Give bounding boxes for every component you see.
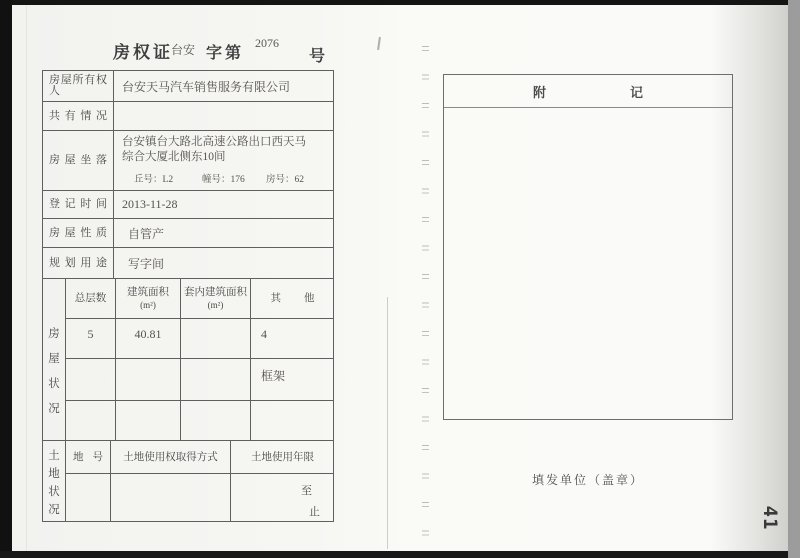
binding-perforation-marks (422, 27, 429, 537)
house-status-char-3: 状 (48, 378, 60, 390)
certificate-title: 房权证 (113, 43, 173, 62)
certificate-hao-label: 号 (309, 48, 329, 65)
appendix-title: 附记 (533, 84, 643, 100)
house-status-char-2: 屋 (48, 353, 60, 365)
house-header-inner-area (181, 279, 251, 319)
land-row-term (231, 474, 334, 522)
building-number-label: 幢号： (202, 175, 231, 185)
house-row2-floors (66, 359, 116, 401)
land-term-from: 至 (301, 485, 312, 497)
owner-label-cell (43, 71, 114, 102)
house-row1-floors: 5 (66, 319, 116, 359)
house-header-inner-area-unit: (m²) (207, 299, 224, 310)
land-header-plot (66, 441, 111, 474)
house-row1-inner-area (181, 319, 251, 359)
certificate-table (42, 70, 334, 522)
land-row-acquisition (111, 474, 231, 522)
plot-number-value: L2 (162, 175, 174, 185)
photo-edge-top (0, 0, 800, 5)
co-ownership-label: 共有情况 (49, 109, 107, 122)
house-status-char-1: 房 (48, 328, 60, 340)
house-header-built-area (116, 279, 181, 319)
land-row-plot (66, 474, 111, 522)
house-row2-inner-area (181, 359, 251, 401)
house-header-floors-title: 总层数 (74, 293, 107, 304)
plot-number-label: 丘号： (134, 175, 163, 185)
certificate-region: 台安 (171, 43, 196, 57)
reg-time-label: 登记时间 (49, 198, 107, 210)
center-fold-line (387, 297, 388, 549)
land-header-acquisition: 土地使用权取得方式 (111, 441, 231, 474)
appendix-box (443, 74, 733, 420)
room-number (266, 171, 304, 185)
room-number-label: 房号： (266, 175, 295, 185)
usage-value-cell: 写字间 (114, 248, 334, 279)
location-value-cell (114, 131, 334, 191)
nature-label: 房屋性质 (49, 226, 107, 239)
land-status-side-label (43, 441, 66, 522)
house-header-floors (66, 279, 116, 319)
photo-edge-bottom (0, 551, 800, 558)
reg-time-value-cell: 2013-11-28 (114, 191, 334, 219)
house-status-side-label (43, 279, 66, 441)
location-label-cell (43, 131, 114, 191)
house-row3-floors (66, 401, 116, 441)
photo-edge-left (0, 0, 12, 558)
house-header-other (251, 279, 334, 319)
land-term-to: 止 (309, 506, 320, 518)
land-header-plot-title: 地号 (73, 451, 103, 463)
reg-time-label-cell (43, 191, 114, 219)
house-row3-inner-area (181, 401, 251, 441)
house-row2-other: 框架 (251, 359, 334, 401)
land-status-char-1: 土 (48, 450, 60, 462)
house-header-built-area-title: 建筑面积 (127, 286, 169, 298)
page-edge-crease (26, 5, 27, 551)
building-number-value: 176 (230, 175, 245, 185)
location-address-line2: 综合大厦北侧东10间 (122, 151, 226, 163)
house-row2-built-area (116, 359, 181, 401)
house-row3-other (251, 401, 334, 441)
house-row1-built-area: 40.81 (116, 319, 181, 359)
land-status-char-4: 况 (48, 504, 60, 516)
co-ownership-value-cell (114, 102, 334, 131)
plot-number (134, 171, 173, 185)
land-status-char-3: 状 (48, 486, 60, 498)
land-header-term: 土地使用年限 (231, 441, 334, 474)
house-row1-other: 4 (251, 319, 334, 359)
page-number: 41 (759, 505, 781, 531)
photo-edge-right (788, 0, 800, 558)
nature-value-cell: 自管产 (114, 219, 334, 248)
owner-label: 房屋所有权人 (49, 74, 107, 97)
house-header-built-area-unit: (m²) (140, 299, 156, 310)
location-label: 房屋坐落 (49, 154, 107, 166)
appendix-header (444, 75, 732, 108)
room-number-value: 62 (294, 175, 305, 185)
house-status-char-4: 况 (48, 403, 60, 415)
scan-stray-mark (377, 37, 381, 50)
building-number (202, 171, 245, 185)
location-address-line1: 台安镇台大路北高速公路出口西天马 (122, 136, 306, 148)
house-row3-built-area (116, 401, 181, 441)
usage-label-cell (43, 248, 114, 279)
co-ownership-label-cell (43, 102, 114, 131)
owner-value-cell: 台安天马汽车销售服务有限公司 (114, 71, 334, 102)
house-header-inner-area-title: 套内建筑面积 (184, 286, 247, 298)
certificate-serial-number: 2076 (255, 36, 279, 50)
location-address (122, 135, 328, 165)
issuer-seal-label: 填发单位（盖章） (531, 473, 644, 487)
certificate-zidi-label: 字第 (206, 45, 245, 62)
nature-label-cell (43, 219, 114, 248)
land-status-char-2: 地 (48, 468, 60, 480)
house-header-other-title: 其他 (270, 293, 315, 304)
document-paper (12, 5, 788, 551)
usage-label: 规划用途 (49, 256, 107, 269)
